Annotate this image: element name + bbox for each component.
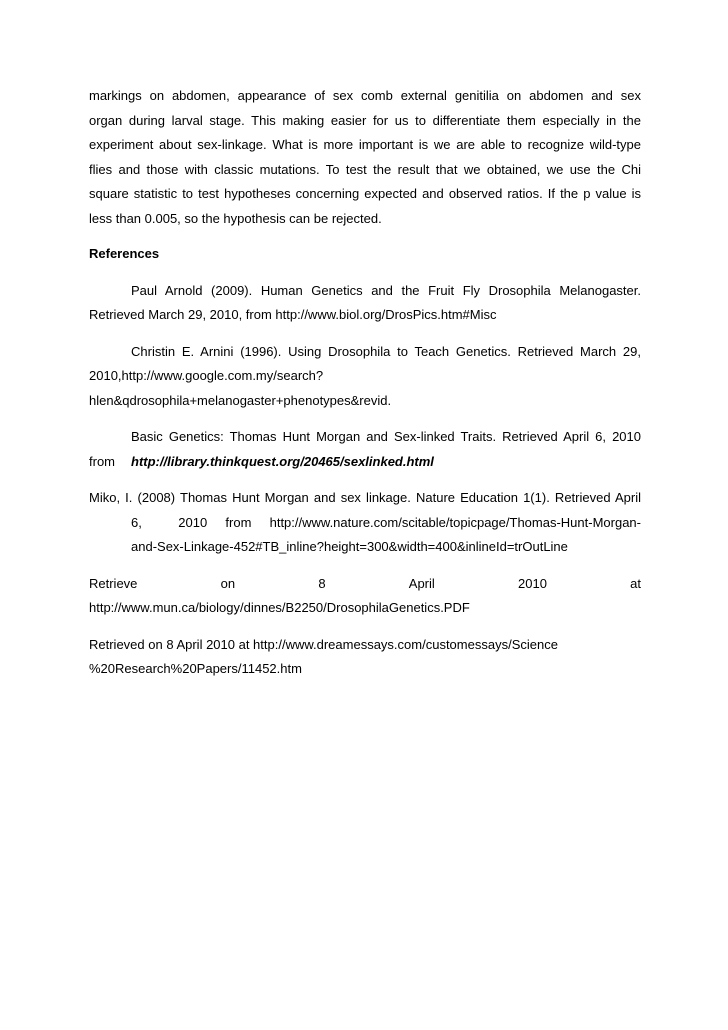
reference-line: 6, 2010 from http://www.nature.com/scitable/topicpage/Thomas-Hunt-Morgan- (131, 514, 641, 530)
reference-mun (89, 572, 641, 621)
reference-miko (89, 486, 641, 560)
reference-dreamessays (89, 633, 641, 682)
reference-line: Basic Genetics: Thomas Hunt Morgan and Sex-linked Traits. Retrieved April 6, 2010 (131, 429, 641, 444)
reference-line: 2010,http://www.google.com.my/search? (89, 368, 324, 383)
reference-line: %20Research%20Papers/11452.htm (89, 661, 302, 676)
references-heading: References (89, 246, 160, 261)
paragraph-line: square statistic to test hypotheses concerning expected and observed ratios. If the p value is (89, 186, 641, 201)
reference-line: Christin E. Arnini (1996). Using Drosophila to Teach Genetics. Retrieved March 29, (131, 343, 641, 359)
reference-word: April (408, 575, 435, 591)
reference-word: Retrieve (89, 575, 138, 591)
reference-word: on (220, 575, 236, 591)
reference-line: Retrieved on 8 April 2010 at http://www.dreamessays.com/customessays/Science (89, 636, 558, 652)
reference-arnold (89, 279, 641, 328)
reference-word: 8 (318, 575, 326, 591)
reference-line: Paul Arnold (2009). Human Genetics and the Fruit Fly Drosophila Melanogaster. (131, 282, 641, 298)
body-paragraph (89, 84, 641, 231)
paragraph-line: experiment about sex-linkage. What is more important is we are able to recognize wild-type (89, 137, 641, 152)
reference-word: 2010 (518, 575, 547, 591)
reference-line: and-Sex-Linkage-452#TB_inline?height=300&width=400&inlineId=trOutLine (131, 539, 568, 554)
reference-line: hlen&qdrosophila+melanogaster+phenotypes&revid. (89, 392, 392, 408)
paragraph-line: markings on abdomen, appearance of sex comb external genitilia on abdomen and sex (89, 88, 641, 103)
reference-arnini (89, 340, 641, 414)
paragraph-line: less than 0.005, so the hypothesis can be rejected. (89, 210, 382, 226)
reference-link[interactable]: http://library.thinkquest.org/20465/sexlinked.html (131, 453, 434, 469)
reference-word: at (630, 575, 641, 591)
reference-basic-genetics (89, 425, 641, 474)
document-page (89, 84, 641, 682)
paragraph-line: organ during larval stage. This making easier for us to differentiate them especially in the (89, 112, 641, 128)
reference-line: http://www.mun.ca/biology/dinnes/B2250/DrosophilaGenetics.PDF (89, 600, 470, 615)
reference-line (89, 450, 641, 475)
reference-line (89, 572, 641, 597)
from-label: from (89, 453, 115, 469)
reference-line: Retrieved March 29, 2010, from http://www.biol.org/DrosPics.htm#Misc (89, 307, 497, 322)
reference-line: Miko, I. (2008) Thomas Hunt Morgan and sex linkage. Nature Education 1(1). Retrieved April (89, 490, 641, 505)
paragraph-line: flies and those with classic mutations. To test the result that we obtained, we use the Chi (89, 161, 641, 177)
